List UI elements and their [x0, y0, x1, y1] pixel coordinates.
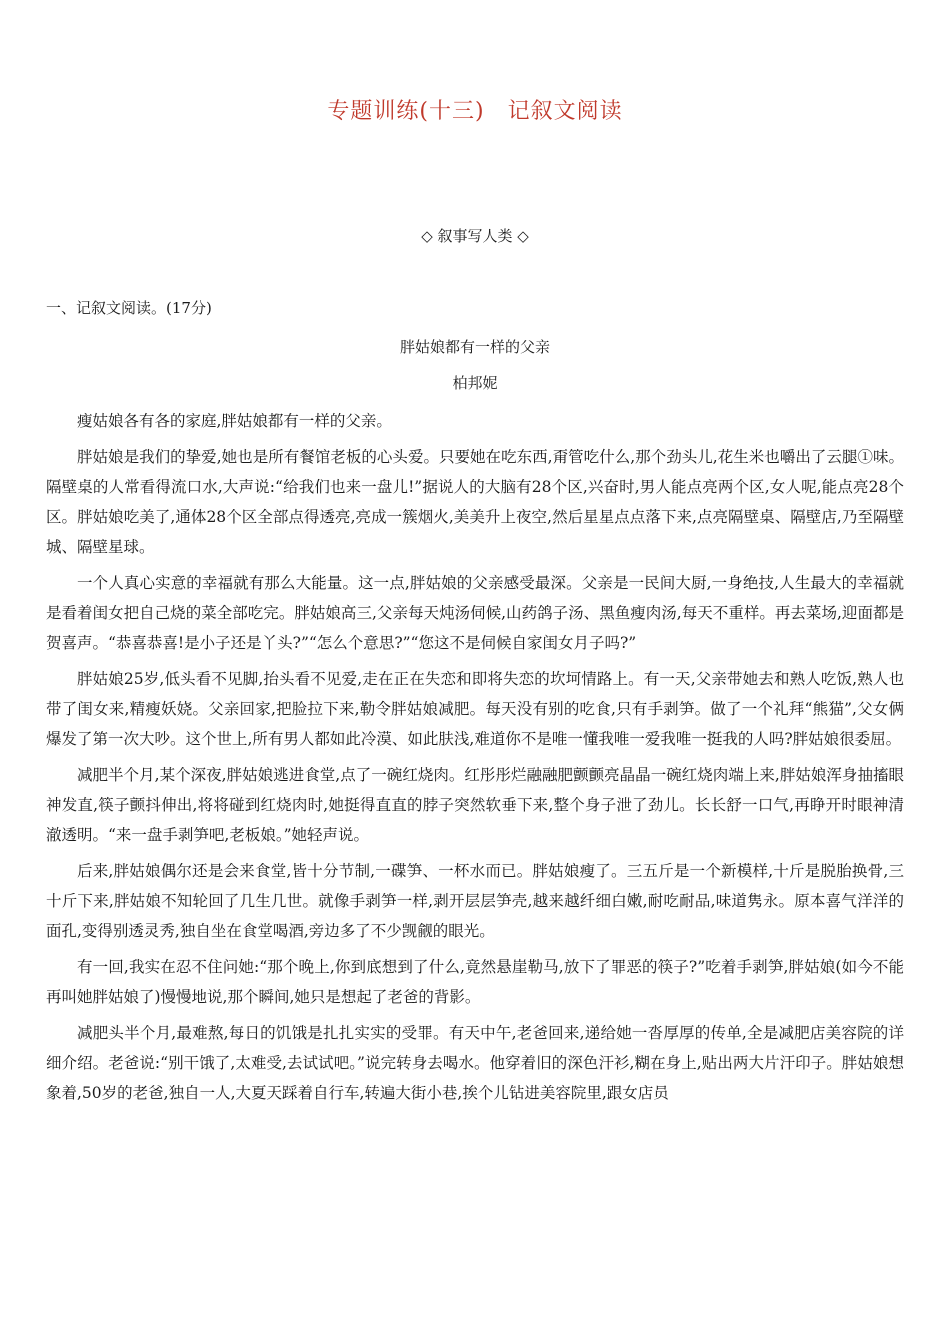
- paragraph: 胖姑娘25岁,低头看不见脚,抬头看不见爱,走在正在失恋和即将失恋的坎坷情路上。有一天,父亲带她去和熟人吃饭,熟人也带了闺女来,精瘦妖娆。父亲回家,把脸拉下来,勒令胖姑娘减肥。每天没有别的吃食,只有手剥笋。做了一个礼拜“熊猫”,父女俩爆发了第一次大吵。这个世上,所有男人都如此冷漠、如此肤浅,难道你不是唯一懂我唯一爱我唯一挺我的人吗?胖姑娘很委屈。: [46, 670, 904, 748]
- paragraph: 胖姑娘是我们的挚爱,她也是所有餐馆老板的心头爱。只要她在吃东西,甭管吃什么,那个劲头儿,花生米也嚼出了云腿①味。隔壁桌的人常看得流口水,大声说:“给我们也来一盘儿!”据说人的大脑有28个区,兴奋时,男人能点亮两个区,女人呢,能点亮28个区。胖姑娘吃美了,通体28个区全部点得透亮,亮成一簇烟火,美美升上夜空,然后星星点点落下来,点亮隔壁桌、隔壁店,乃至隔壁城、隔壁星球。: [46, 448, 904, 556]
- page-title: 专题训练(十三) 记叙文阅读: [327, 99, 623, 124]
- question-heading: 一、记叙文阅读。(17分): [46, 299, 212, 317]
- article-body: [46, 406, 904, 1114]
- article-author: 柏邦妮: [452, 374, 498, 392]
- paragraph: 一个人真心实意的幸福就有那么大能量。这一点,胖姑娘的父亲感受最深。父亲是一民间大厨,一身绝技,人生最大的幸福就是看着闺女把自己烧的菜全部吃完。胖姑娘高三,父亲每天炖汤伺候,山药鸽子汤、黑鱼瘦肉汤,每天不重样。再去菜场,迎面都是贺喜声。“恭喜恭喜!是小子还是丫头?”“怎么个意思?”“您这不是伺候自家闺女月子吗?”: [46, 574, 904, 652]
- paragraph: 减肥半个月,某个深夜,胖姑娘逃进食堂,点了一碗红烧肉。红彤彤烂融融肥颤颤亮晶晶一碗红烧肉端上来,胖姑娘浑身抽搐眼神发直,筷子颤抖伸出,将将碰到红烧肉时,她挺得直直的脖子突然软垂下来,整个身子泄了劲儿。长长舒一口气,再睁开时眼神清澈透明。“来一盘手剥笋吧,老板娘。”她轻声说。: [46, 766, 904, 844]
- section-label: ◇ 叙事写人类 ◇: [421, 227, 529, 245]
- paragraph: 有一回,我实在忍不住问她:“那个晚上,你到底想到了什么,竟然悬崖勒马,放下了罪恶的筷子?”吃着手剥笋,胖姑娘(如今不能再叫她胖姑娘了)慢慢地说,那个瞬间,她只是想起了老爸的背影。: [46, 958, 904, 1006]
- paragraph: 减肥头半个月,最难熬,每日的饥饿是扎扎实实的受罪。有天中午,老爸回来,递给她一沓厚厚的传单,全是减肥店美容院的详细介绍。老爸说:“别干饿了,太难受,去试试吧。”说完转身去喝水。他穿着旧的深色汗衫,糊在身上,贴出两大片汗印子。胖姑娘想象着,50岁的老爸,独自一人,大夏天踩着自行车,转遍大街小巷,挨个儿钻进美容院里,跟女店员: [46, 1024, 904, 1102]
- paragraph: 后来,胖姑娘偶尔还是会来食堂,皆十分节制,一碟笋、一杯水而已。胖姑娘瘦了。三五斤是一个新模样,十斤是脱胎换骨,三十斤下来,胖姑娘不知轮回了几生几世。就像手剥笋一样,剥开层层笋壳,越来越纤细白嫩,耐吃耐品,味道隽永。原本喜气洋洋的面孔,变得别透灵秀,独自坐在食堂喝酒,旁边多了不少觊觎的眼光。: [46, 862, 904, 940]
- article-title: 胖姑娘都有一样的父亲: [399, 338, 550, 356]
- paragraph: 瘦姑娘各有各的家庭,胖姑娘都有一样的父亲。: [77, 412, 392, 430]
